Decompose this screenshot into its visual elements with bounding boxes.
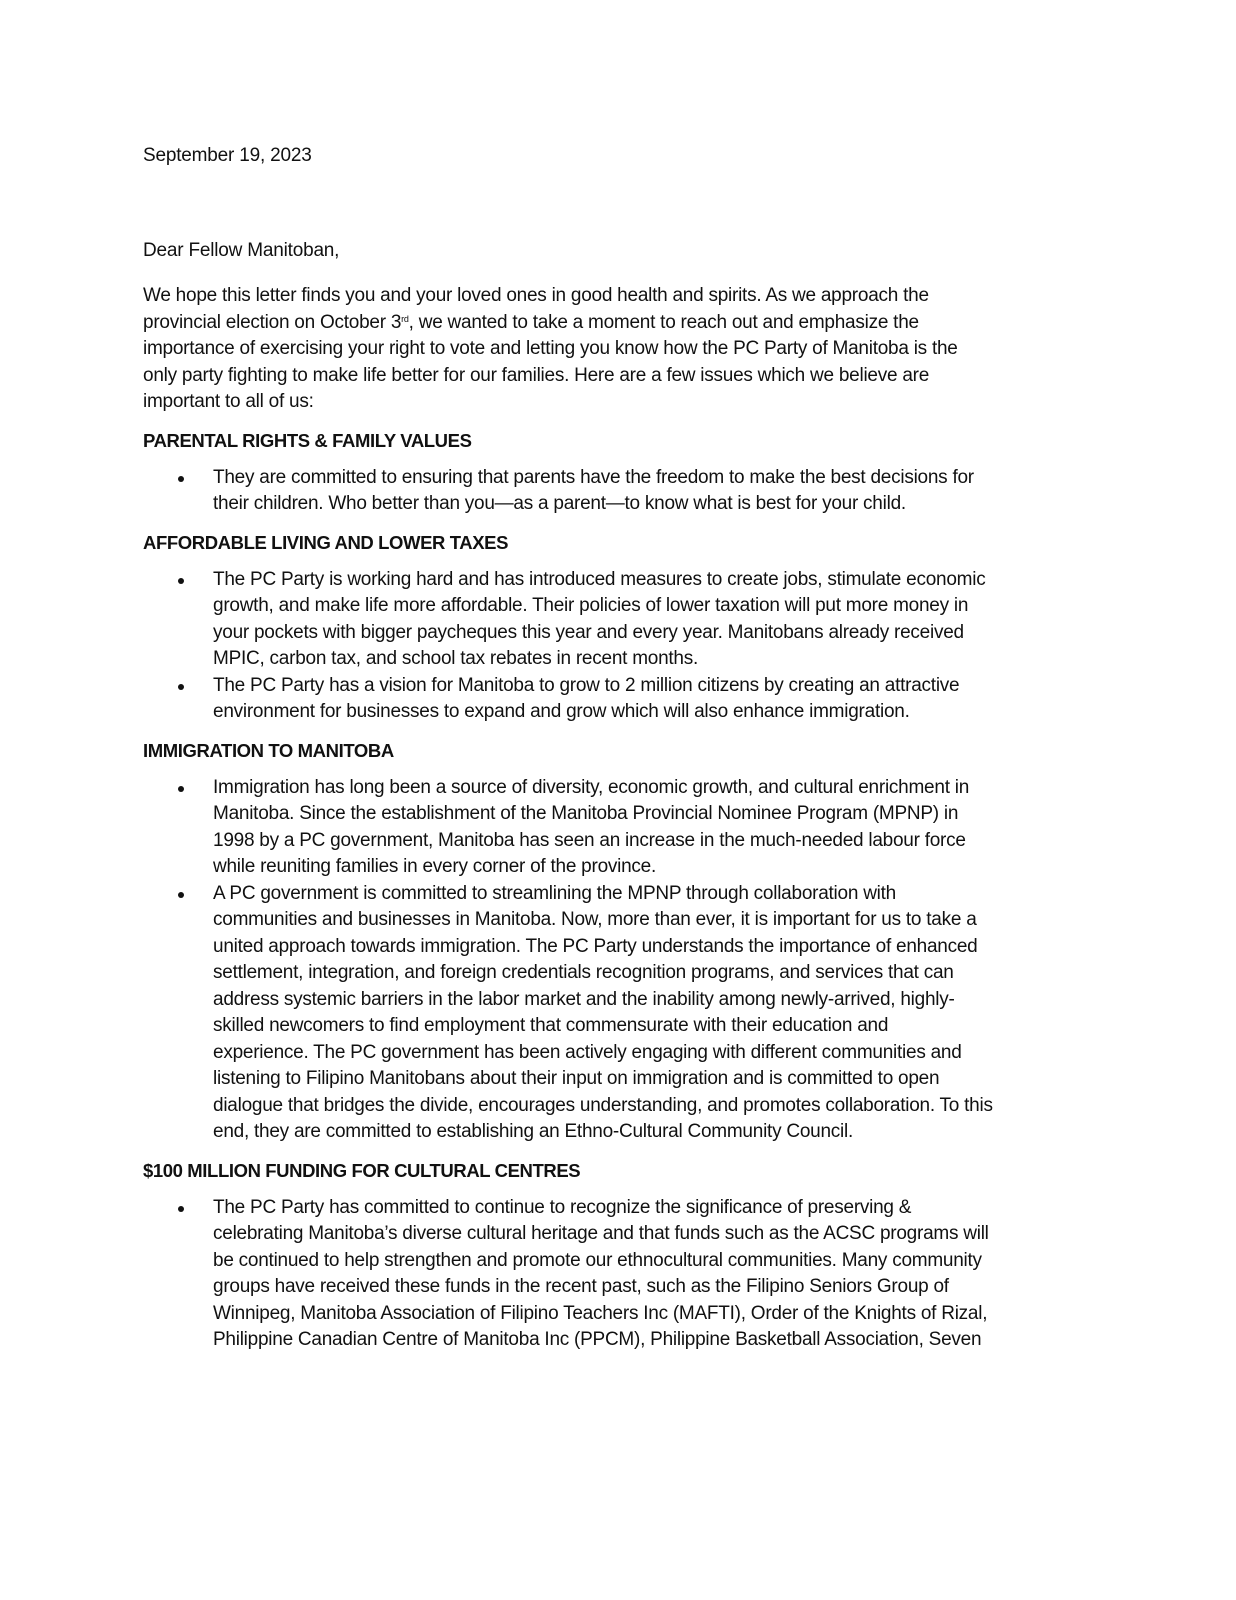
bullet-item (143, 775, 1083, 881)
bullet-list (143, 1195, 1083, 1354)
letter-body (143, 280, 1083, 1354)
bullet-line: Manitoba. Since the establishment of the Manitoba Provincial Nominee Program (MPNP) in (213, 803, 959, 824)
section-immigration (143, 738, 1083, 1146)
bullet-line: 1998 by a PC government, Manitoba has seen an increase in the much-needed labour force (213, 829, 966, 851)
bullet-line: MPIC, carbon tax, and school tax rebates in recent months. (213, 648, 699, 669)
intro-paragraph (143, 283, 1083, 416)
bullet-icon (178, 578, 184, 584)
bullet-line: be continued to help strengthen and promote our ethnocultural communities. Many community (213, 1249, 982, 1271)
section-parental-rights (143, 428, 1083, 518)
bullet-line: The PC Party has committed to continue to recognize the significance of preserving & (213, 1196, 912, 1218)
bullet-line: listening to Filipino Manitobans about their input on immigration and is committed to open (213, 1068, 940, 1089)
bullet-icon (178, 892, 184, 898)
bullet-item (143, 881, 1083, 1146)
bullet-line: The PC Party is working hard and has introduced measures to create jobs, stimulate economic (213, 568, 986, 590)
section-heading: PARENTAL RIGHTS & FAMILY VALUES (143, 429, 472, 451)
section-heading: IMMIGRATION TO MANITOBA (143, 739, 394, 761)
intro-line: We hope this letter finds you and your loved ones in good health and spirits. As we approach the (143, 285, 929, 306)
bullet-icon (178, 1206, 184, 1212)
bullet-line: communities and businesses in Manitoba. Now, more than ever, it is important for us to take a (213, 909, 977, 930)
bullet-list (143, 465, 1083, 518)
bullet-list (143, 567, 1083, 726)
bullet-line: growth, and make life more affordable. Their policies of lower taxation will put more money in (213, 595, 969, 616)
bullet-line: The PC Party has a vision for Manitoba to grow to 2 million citizens by creating an attractive (213, 674, 960, 696)
bullet-line: Immigration has long been a source of diversity, economic growth, and cultural enrichment in (213, 776, 970, 798)
bullet-line: end, they are committed to establishing an Ethno-Cultural Community Council. (213, 1121, 853, 1142)
bullet-line: your pockets with bigger paycheques this year and every year. Manitobans already received (213, 621, 964, 643)
intro-line: importance of exercising your right to vote and letting you know how the PC Party of Manitoba is the (143, 338, 958, 359)
bullet-line: united approach towards immigration. The PC Party understands the importance of enhanced (213, 935, 978, 957)
letter-salutation: Dear Fellow Manitoban, (143, 240, 340, 261)
bullet-line: Winnipeg, Manitoba Association of Filipino Teachers Inc (MAFTI), Order of the Knights of Rizal, (213, 1302, 988, 1324)
section-heading: AFFORDABLE LIVING AND LOWER TAXES (143, 531, 509, 553)
intro-line: important to all of us: (143, 391, 314, 412)
bullet-line: their children. Who better than you—as a parent—to know what is best for your child. (213, 493, 906, 514)
bullet-line: A PC government is committed to streamlining the MPNP through collaboration with (213, 882, 896, 904)
bullet-line: Philippine Canadian Centre of Manitoba Inc (PPCM), Philippine Basketball Association, Seven (213, 1329, 982, 1350)
bullet-line: environment for businesses to expand and grow which will also enhance immigration. (213, 701, 910, 722)
bullet-item (143, 465, 1083, 518)
bullet-line: dialogue that bridges the divide, encourages understanding, and promotes collaboration. To this (213, 1094, 993, 1116)
bullet-icon (178, 476, 184, 482)
bullet-line: They are committed to ensuring that parents have the freedom to make the best decisions for (213, 466, 974, 488)
bullet-line: address systemic barriers in the labor market and the inability among newly-arrived, highly- (213, 988, 955, 1010)
bullet-item (143, 1195, 1083, 1354)
section-affordable-living (143, 530, 1083, 726)
bullet-icon (178, 786, 184, 792)
bullet-item (143, 567, 1083, 673)
intro-line-text: provincial election on October 3 (143, 311, 402, 333)
section-cultural-centres (143, 1158, 1083, 1354)
letter-date: September 19, 2023 (143, 145, 312, 166)
bullet-line: celebrating Manitoba’s diverse cultural heritage and that funds such as the ACSC programs will (213, 1223, 989, 1244)
section-heading: $100 MILLION FUNDING FOR CULTURAL CENTRES (143, 1159, 581, 1181)
intro-line: only party fighting to make life better for our families. Here are a few issues which we believe are (143, 364, 930, 386)
bullet-line: experience. The PC government has been actively engaging with different communities and (213, 1041, 962, 1063)
bullet-icon (178, 684, 184, 690)
bullet-line: while reuniting families in every corner of the province. (213, 856, 657, 877)
intro-line-text: , we wanted to take a moment to reach out and emphasize the (408, 311, 919, 333)
bullet-item (143, 673, 1083, 726)
ordinal-suffix: rd (401, 313, 409, 324)
bullet-line: skilled newcomers to find employment that commensurate with their education and (213, 1015, 889, 1036)
bullet-line: settlement, integration, and foreign credentials recognition programs, and services that can (213, 962, 954, 983)
intro-line (143, 310, 1083, 337)
bullet-list (143, 775, 1083, 1146)
bullet-line: groups have received these funds in the recent past, such as the Filipino Seniors Group of (213, 1276, 949, 1297)
